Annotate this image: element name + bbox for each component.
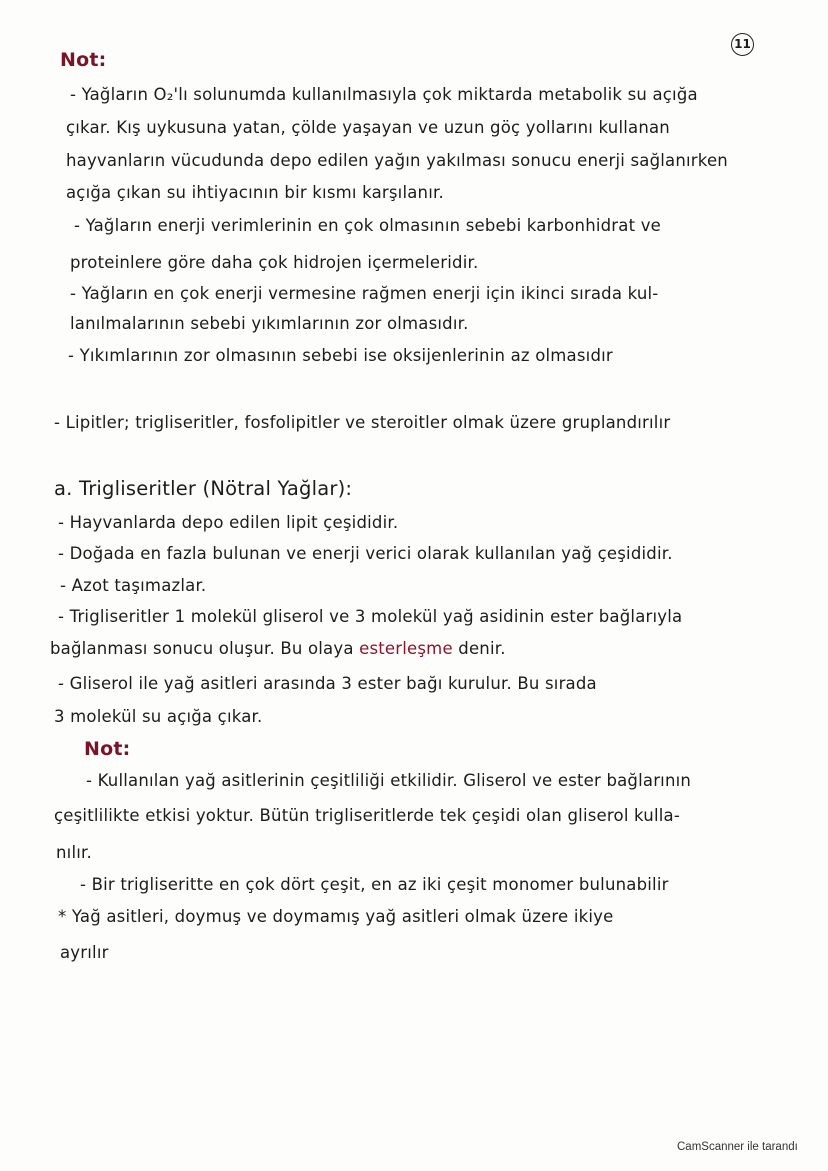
text-line: proteinlere göre daha çok hidrojen içermeleridir. — [70, 253, 479, 272]
text-line: - Bir trigliseritte en çok dört çeşit, en az iki çeşit monomer bulunabilir — [80, 875, 669, 894]
text-line: - Hayvanlarda depo edilen lipit çeşididir. — [58, 513, 399, 532]
text-line — [50, 638, 506, 660]
text-line: lanılmalarının sebebi yıkımlarının zor olmasıdır. — [70, 314, 469, 333]
text-line: 3 molekül su açığa çıkar. — [54, 707, 263, 726]
text-line: ayrılır — [60, 943, 109, 962]
text-segment: bağlanması sonucu oluşur. Bu olaya — [50, 639, 354, 658]
text-segment: denir. — [458, 639, 506, 658]
text-line: - Yağların O₂'lı solunumda kullanılmasıyla çok miktarda metabolik su açığa — [70, 85, 698, 104]
text-line: * Yağ asitleri, doymuş ve doymamış yağ asitleri olmak üzere ikiye — [58, 907, 614, 926]
text-line: - Doğada en fazla bulunan ve enerji verici olarak kullanılan yağ çeşididir. — [58, 544, 673, 563]
text-line: - Lipitler; trigliseritler, fosfolipitler ve steroitler olmak üzere gruplandırılır — [54, 413, 671, 432]
text-line: hayvanların vücudunda depo edilen yağın yakılması sonucu enerji sağlanırken — [66, 151, 728, 170]
text-line: - Yıkımlarının zor olmasının sebebi ise oksijenlerinin az olmasıdır — [68, 346, 613, 365]
text-line: nılır. — [56, 843, 92, 862]
text-line: - Yağların en çok enerji vermesine rağmen enerji için ikinci sırada kul- — [70, 284, 659, 303]
text-line: çeşitlilikte etkisi yoktur. Bütün trigliseritlerde tek çeşidi olan gliserol kulla- — [54, 806, 680, 825]
text-line: - Trigliseritler 1 molekül gliserol ve 3 molekül yağ asidinin ester bağlarıyla — [58, 607, 683, 626]
text-line: - Yağların enerji verimlerinin en çok olmasının sebebi karbonhidrat ve — [74, 216, 662, 235]
highlighted-term: esterleşme — [359, 639, 453, 658]
section-heading: a. Trigliseritler (Nötral Yağlar): — [54, 477, 353, 500]
text-line: çıkar. Kış uykusuna yatan, çölde yaşayan ve uzun göç yollarını kullanan — [66, 118, 670, 137]
text-line: - Azot taşımazlar. — [60, 576, 207, 595]
note-heading: Not: — [84, 738, 131, 760]
text-line: - Kullanılan yağ asitlerinin çeşitliliği etkilidir. Gliserol ve ester bağlarının — [86, 771, 692, 790]
text-line: - Gliserol ile yağ asitleri arasında 3 ester bağı kurulur. Bu sırada — [58, 674, 597, 693]
page-number: 11 — [731, 33, 754, 56]
scanner-watermark: CamScanner ile tarandı — [677, 1141, 798, 1153]
text-line: açığa çıkan su ihtiyacının bir kısmı karşılanır. — [66, 183, 444, 202]
note-heading: Not: — [60, 49, 107, 71]
